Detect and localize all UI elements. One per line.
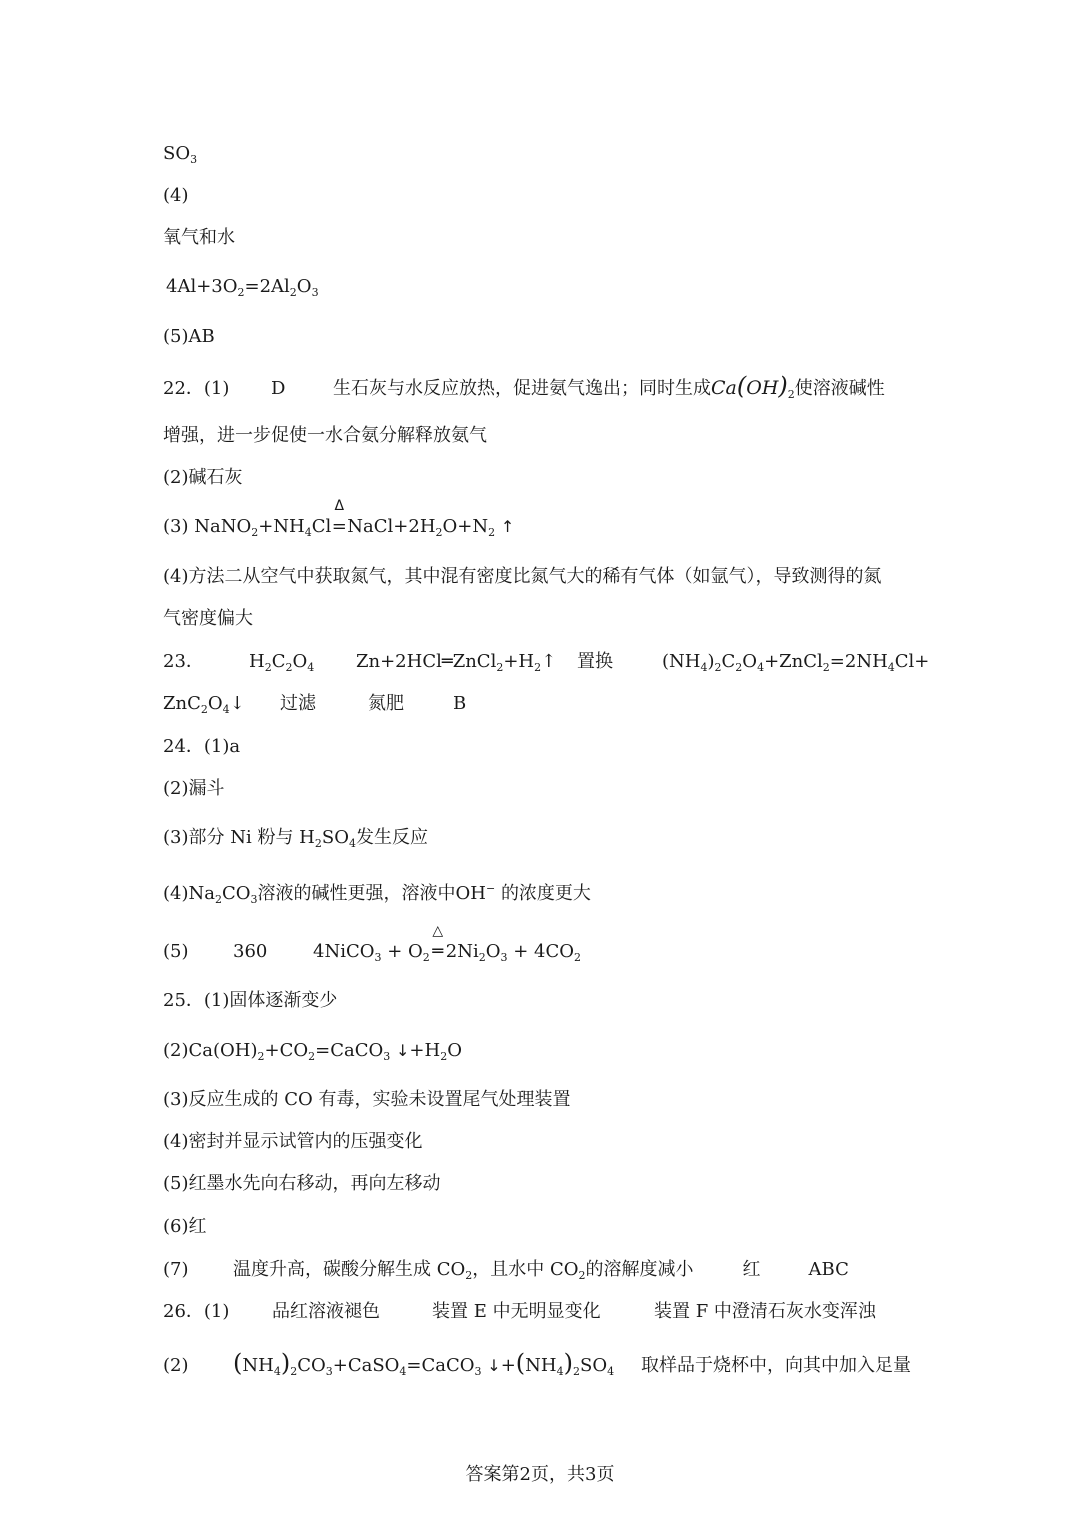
question-25-part-3: (3)反应生成的 CO 有毒，实验未设置尾气处理装置	[163, 1089, 571, 1110]
question-22-part-2: (2)碱石灰	[163, 467, 243, 488]
question-25-part-4: (4)密封并显示试管内的压强变化	[163, 1131, 423, 1152]
equation-zn-hcl: $Zn+2HCl═ZnCl_2+H_2↑$	[356, 651, 557, 674]
question-26-part-1: 26．(1) 品红溶液褪色 装置 E 中无明显变化 装置 F 中澄清石灰水变浑浊	[163, 1301, 876, 1322]
precipitate-down-arrow-icon: ↓	[396, 1041, 410, 1060]
question-22-part-3: (3) $NaNO_2+NH_4Cl$ Δ $=NaCl+2H_2O+N_2$ ↑	[163, 498, 515, 539]
question-23-line-1: 23． $H_2C_2O_4$ $Zn+2HCl═ZnCl_2+H_2↑$ 置换 $(NH_4)_2C_2O_4+ZnCl_2=2NH_4Cl+$	[163, 651, 930, 674]
equation-ammonium-carbonate: $(NH_4)_2CO_3+CaSO_4=CaCO_3$ $↓+(NH_4)_2SO_4$	[233, 1349, 615, 1378]
answer-line-so3: $SO_3$	[163, 143, 198, 166]
gas-up-arrow-icon: ↑	[500, 517, 515, 536]
page-footer: 答案第2页，共3页	[465, 1464, 615, 1485]
heat-condition-equals: Δ =	[331, 498, 347, 537]
question-22-part-4-cont: 气密度偏大	[163, 608, 253, 629]
question-24-part-5: (5) 360 4NiCO$_3$ + $O_2$ △ ═ $2Ni_2O_3 + 4CO_2$	[163, 923, 582, 964]
question-23-line-2: $ZnC_2O_4↓$ 过滤 氮肥 B	[163, 693, 467, 716]
question-26-part-2: (2) $(NH_4)_2CO_3+CaSO_4=CaCO_3$ $↓+(NH_4)_2SO_4$ 取样品于烧杯中，向其中加入足量	[163, 1349, 911, 1378]
answer-line-4-label: (4)	[163, 185, 189, 206]
question-24-part-4: $(4)Na_2CO_3$溶液的碱性更强，溶液中OH− 的浓度更大	[163, 882, 591, 906]
equation-nickel-carbonate: 4NiCO$_3$ + $O_2$ △ ═ $2Ni_2O_3 + 4CO_2$	[313, 923, 582, 964]
question-25-part-7: (7) 温度升高，碳酸分解生成 $CO_2$，且水中 $CO_2$的溶解度减小 红 ABC	[163, 1259, 849, 1282]
formula-ca-oh-2: $Ca(OH)_2$	[711, 372, 795, 401]
precipitate-down-arrow-icon: ↓	[487, 1356, 501, 1375]
question-24-part-2: (2)漏斗	[163, 778, 225, 799]
question-25-part-1: 25．(1)固体逐渐变少	[163, 990, 338, 1011]
question-22-part-4: (4)方法二从空气中获取氮气，其中混有密度比氮气大的稀有气体（如氩气），导致测得的氮	[163, 566, 882, 587]
question-22-part-1: 22．(1) D 生石灰与水反应放热，促进氨气逸出；同时生成$Ca(OH)_2$使溶液碱性	[163, 372, 885, 401]
question-25-part-5: (5)红墨水先向右移动，再向左移动	[163, 1173, 441, 1194]
heat-condition-equals: △ ═	[432, 923, 444, 962]
question-25-part-6: (6)红	[163, 1216, 207, 1237]
question-24-part-3: (3)部分 Ni 粉与 $H_2SO_4$发生反应	[163, 827, 428, 850]
question-25-part-2: $(2)Ca(OH)_2+CO_2=CaCO_3$ $↓+H_2O$	[163, 1040, 462, 1063]
answer-line-5-ab: (5)AB	[163, 326, 215, 347]
formula-znc2o4: $ZnC_2O_4↓$	[163, 693, 245, 716]
answer-line-oxygen-water: 氧气和水	[163, 227, 235, 248]
question-22-part-1-cont: 增强，进一步促使一水合氨分解释放氨气	[163, 425, 487, 446]
equation-al-oxidation: $4Al+3O_2=2Al_2O_3$	[166, 276, 319, 299]
equation-ammonium-oxalate: $(NH_4)_2C_2O_4+ZnCl_2=2NH_4Cl+$	[662, 651, 930, 674]
question-24-part-1: 24．(1)a	[163, 736, 241, 757]
formula-h2c2o4: $H_2C_2O_4$	[249, 651, 315, 674]
